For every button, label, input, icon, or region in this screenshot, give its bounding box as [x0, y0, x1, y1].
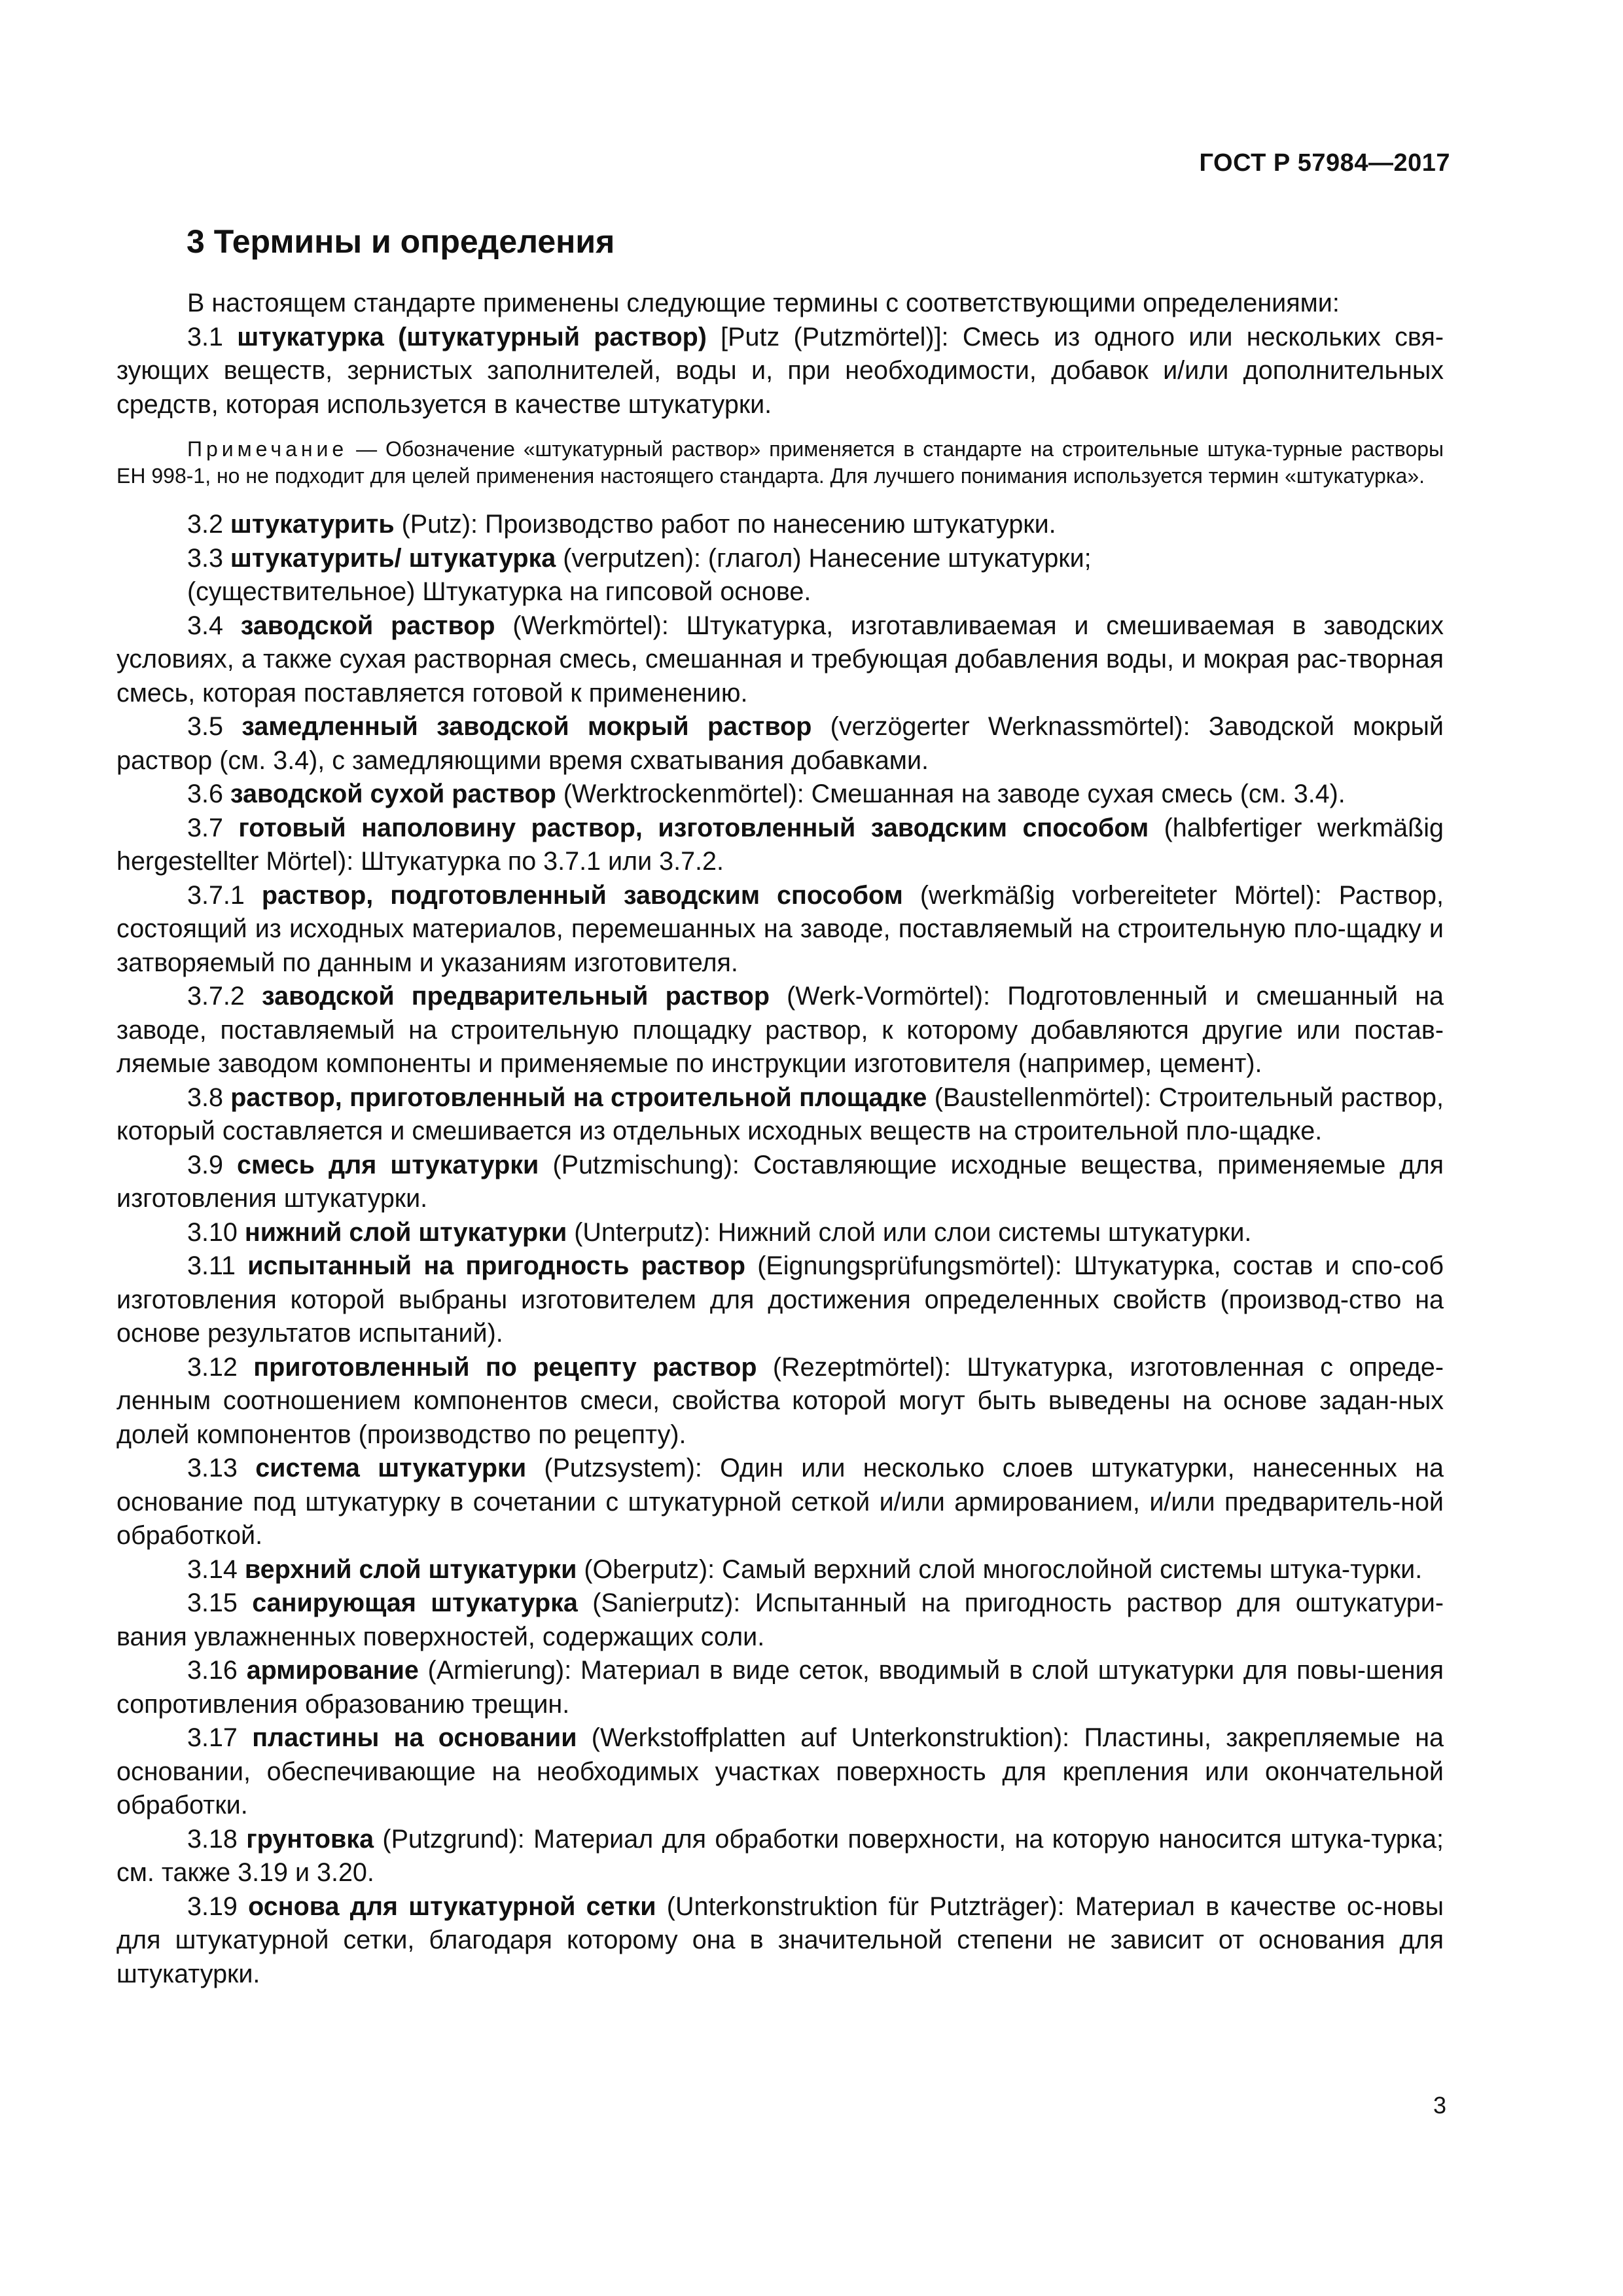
- section-title: 3 Термины и определения: [187, 223, 615, 260]
- term-definition: (Oberputz): Самый верхний слой многослойной системы штука-турки.: [577, 1554, 1423, 1584]
- term-3-7-2: [116, 980, 1444, 1081]
- term-name: система штукатурки: [255, 1454, 527, 1482]
- term-number: 3.13: [187, 1454, 256, 1482]
- term-name: заводской предварительный раствор: [261, 982, 770, 1011]
- term-definition: (halbfertiger werkmäßig hergestellter Mörtel): Штукатурка по 3.7.1 или 3.7.2.: [116, 813, 1444, 876]
- term-3-19: [116, 1890, 1444, 1992]
- term-name: верхний слой штукатурки: [244, 1554, 577, 1584]
- term-definition: (Sanierputz): Испытанный на пригодность раствор для оштукатури-вания увлажненных поверхностей, содержащих соли.: [116, 1588, 1444, 1651]
- term-name: пластины на основании: [252, 1723, 577, 1752]
- term-3-4: [116, 609, 1444, 711]
- term-definition: (Putzsystem): Один или несколько слоев штукатурки, нанесенных на основание под штукатурку в сочетании с штукатурной сеткой и/или армированием, и/или предваритель-ной обработкой.: [116, 1454, 1444, 1550]
- term-definition: (verputzen): (глагол) Нанесение штукатурки;: [556, 543, 1092, 573]
- term-number: 3.12: [187, 1352, 254, 1382]
- section-body: [116, 287, 1444, 1991]
- term-number: 3.10: [187, 1217, 245, 1247]
- term-3-5: [116, 710, 1444, 778]
- term-name: штукатурить: [230, 510, 395, 539]
- term-name: штукатурить/ штукатурка: [230, 543, 556, 573]
- term-number: 3.6: [187, 780, 230, 808]
- term-definition: [Putz (Putzmörtel)]: Смесь из одного или нескольких свя-зующих веществ, зернистых заполнителей, воды и, при необходимости, добавок и/или дополнительных средств, которая используется в качестве штукатурки.: [116, 322, 1444, 419]
- term-number: 3.7.1: [187, 880, 262, 910]
- term-3-9: [116, 1149, 1444, 1216]
- term-number: 3.19: [187, 1892, 249, 1921]
- term-definition: (Putz): Производство работ по нанесению штукатурки.: [394, 510, 1056, 539]
- term-3-17: [116, 1721, 1444, 1823]
- term-name: смесь для штукатурки: [237, 1150, 539, 1179]
- term-name: заводской сухой раствор: [230, 780, 556, 808]
- term-definition: (Baustellenmörtel): Строительный раствор, который составляется и смешивается из отдельных исходных веществ на строительной пло-щадке.: [116, 1083, 1444, 1145]
- term-number: 3.4: [187, 611, 241, 640]
- term-3-10: [116, 1216, 1444, 1250]
- term-3-3-continuation: (существительное) Штукатурка на гипсовой основе.: [187, 577, 812, 606]
- term-3-1: [116, 321, 1444, 422]
- term-name: грунтовка: [246, 1824, 374, 1854]
- term-name: приготовленный по рецепту раствор: [253, 1352, 757, 1382]
- term-3-16: [116, 1654, 1444, 1721]
- term-definition: (werkmäßig vorbereiteter Mörtel): Раствор, состоящий из исходных материалов, перемешанных на заводе, поставляемый на строительную пло-щадку и затворяемый по данным и указаниям изготовителя.: [116, 880, 1444, 977]
- note: [116, 436, 1444, 490]
- term-definition: (verzögerter Werknassmörtel): Заводской мокрый раствор (см. 3.4), с замедляющими время схватывания добавками.: [116, 712, 1444, 775]
- term-definition: (Putzmischung): Составляющие исходные вещества, применяемые для изготовления штукатурки.: [116, 1150, 1444, 1213]
- term-name: раствор, подготовленный заводским способом: [261, 880, 903, 910]
- term-3-7: [116, 812, 1444, 879]
- term-number: 3.7.2: [187, 982, 262, 1011]
- term-number: 3.2: [187, 510, 230, 539]
- term-3-12: [116, 1351, 1444, 1452]
- term-name: испытанный на пригодность раствор: [247, 1251, 746, 1280]
- term-3-7-1: [116, 879, 1444, 980]
- term-3-2: [116, 508, 1444, 542]
- term-definition: (Werkstoffplatten auf Unterkonstruktion): Пластины, закрепляемые на основании, обеспечивающие на необходимых участках поверхность для крепления или окончательной обработки.: [116, 1723, 1444, 1820]
- term-name: раствор, приготовленный на строительной площадке: [230, 1083, 927, 1112]
- term-name: армирование: [246, 1656, 419, 1685]
- term-name: основа для штукатурной сетки: [248, 1892, 656, 1921]
- term-number: 3.11: [187, 1251, 248, 1280]
- term-3-8: [116, 1081, 1444, 1149]
- page-number: 3: [1433, 2092, 1446, 2119]
- term-name: готовый наполовину раствор, изготовленный заводским способом: [238, 813, 1149, 842]
- note-label: Примечание: [187, 437, 348, 461]
- term-name: штукатурка (штукатурный раствор): [237, 322, 707, 351]
- term-number: 3.17: [187, 1723, 253, 1752]
- term-definition: (Werk-Vormörtel): Подготовленный и смешанный на заводе, поставляемый на строительную площадку раствор, к которому добавляются другие или постав-ляемые заводом компоненты и применяемые по инструкции изготовителя (например, цемент).: [116, 982, 1444, 1078]
- term-name: заводской раствор: [240, 611, 495, 640]
- document-code: ГОСТ Р 57984—2017: [1199, 149, 1450, 177]
- term-number: 3.7: [187, 813, 239, 842]
- term-3-18: [116, 1823, 1444, 1890]
- term-definition: (Werkmörtel): Штукатурка, изготавливаемая и смешиваемая в заводских условиях, а также сухая растворная смесь, смешанная и требующая добавления воды, и мокрая рас-творная смесь, которая поставляется готовой к применению.: [116, 611, 1444, 708]
- term-number: 3.3: [187, 543, 230, 573]
- term-3-6: [116, 778, 1444, 812]
- term-definition: (Unterkonstruktion für Putzträger): Материал в качестве ос-новы для штукатурной сетки, благодаря которому она в значительной степени не зависит от основания для штукатурки.: [116, 1892, 1444, 1988]
- term-number: 3.16: [187, 1656, 247, 1685]
- term-3-14: [116, 1553, 1444, 1587]
- term-number: 3.14: [187, 1554, 245, 1584]
- term-number: 3.8: [187, 1083, 231, 1112]
- term-definition: (Rezeptmörtel): Штукатурка, изготовленная с опреде-ленным соотношением компонентов смеси, свойства которой могут быть выведены на основе задан-ных долей компонентов (производство по рецепту).: [116, 1352, 1444, 1449]
- term-definition: (Unterputz): Нижний слой или слои системы штукатурки.: [567, 1217, 1252, 1247]
- term-number: 3.1: [187, 322, 238, 351]
- term-3-15: [116, 1587, 1444, 1654]
- term-name: санирующая штукатурка: [252, 1588, 578, 1617]
- term-name: замедленный заводской мокрый раствор: [241, 712, 812, 741]
- term-number: 3.9: [187, 1150, 238, 1179]
- term-number: 3.18: [187, 1824, 247, 1854]
- term-number: 3.5: [187, 712, 242, 741]
- note-text: — Обозначение «штукатурный раствор» применяется в стандарте на строительные штука-турные растворы ЕН 998-1, но не подходит для целей применения настоящего стандарта. Для лучшего понимания используется термин «штукатурка».: [116, 437, 1444, 488]
- term-definition: (Eignungsprüfungsmörtel): Штукатурка, состав и спо-соб изготовления которой выбраны изготовителем для достижения определенных свойств (производ-ство на основе результатов испытаний).: [116, 1251, 1444, 1348]
- term-number: 3.15: [187, 1588, 253, 1617]
- term-definition: (Werktrockenmörtel): Смешанная на заводе сухая смесь (см. 3.4).: [556, 780, 1346, 808]
- intro-paragraph: В настоящем стандарте применены следующие термины с соответствующими определениями:: [187, 289, 1340, 317]
- term-name: нижний слой штукатурки: [244, 1217, 567, 1247]
- term-3-11: [116, 1249, 1444, 1351]
- term-3-13: [116, 1452, 1444, 1553]
- term-definition: (Putzgrund): Материал для обработки поверхности, на которую наносится штука-турка; см. также 3.19 и 3.20.: [116, 1824, 1444, 1887]
- term-definition: (Armierung): Материал в виде сеток, вводимый в слой штукатурки для повы-шения сопротивления образованию трещин.: [116, 1656, 1444, 1719]
- term-3-3: [116, 542, 1444, 576]
